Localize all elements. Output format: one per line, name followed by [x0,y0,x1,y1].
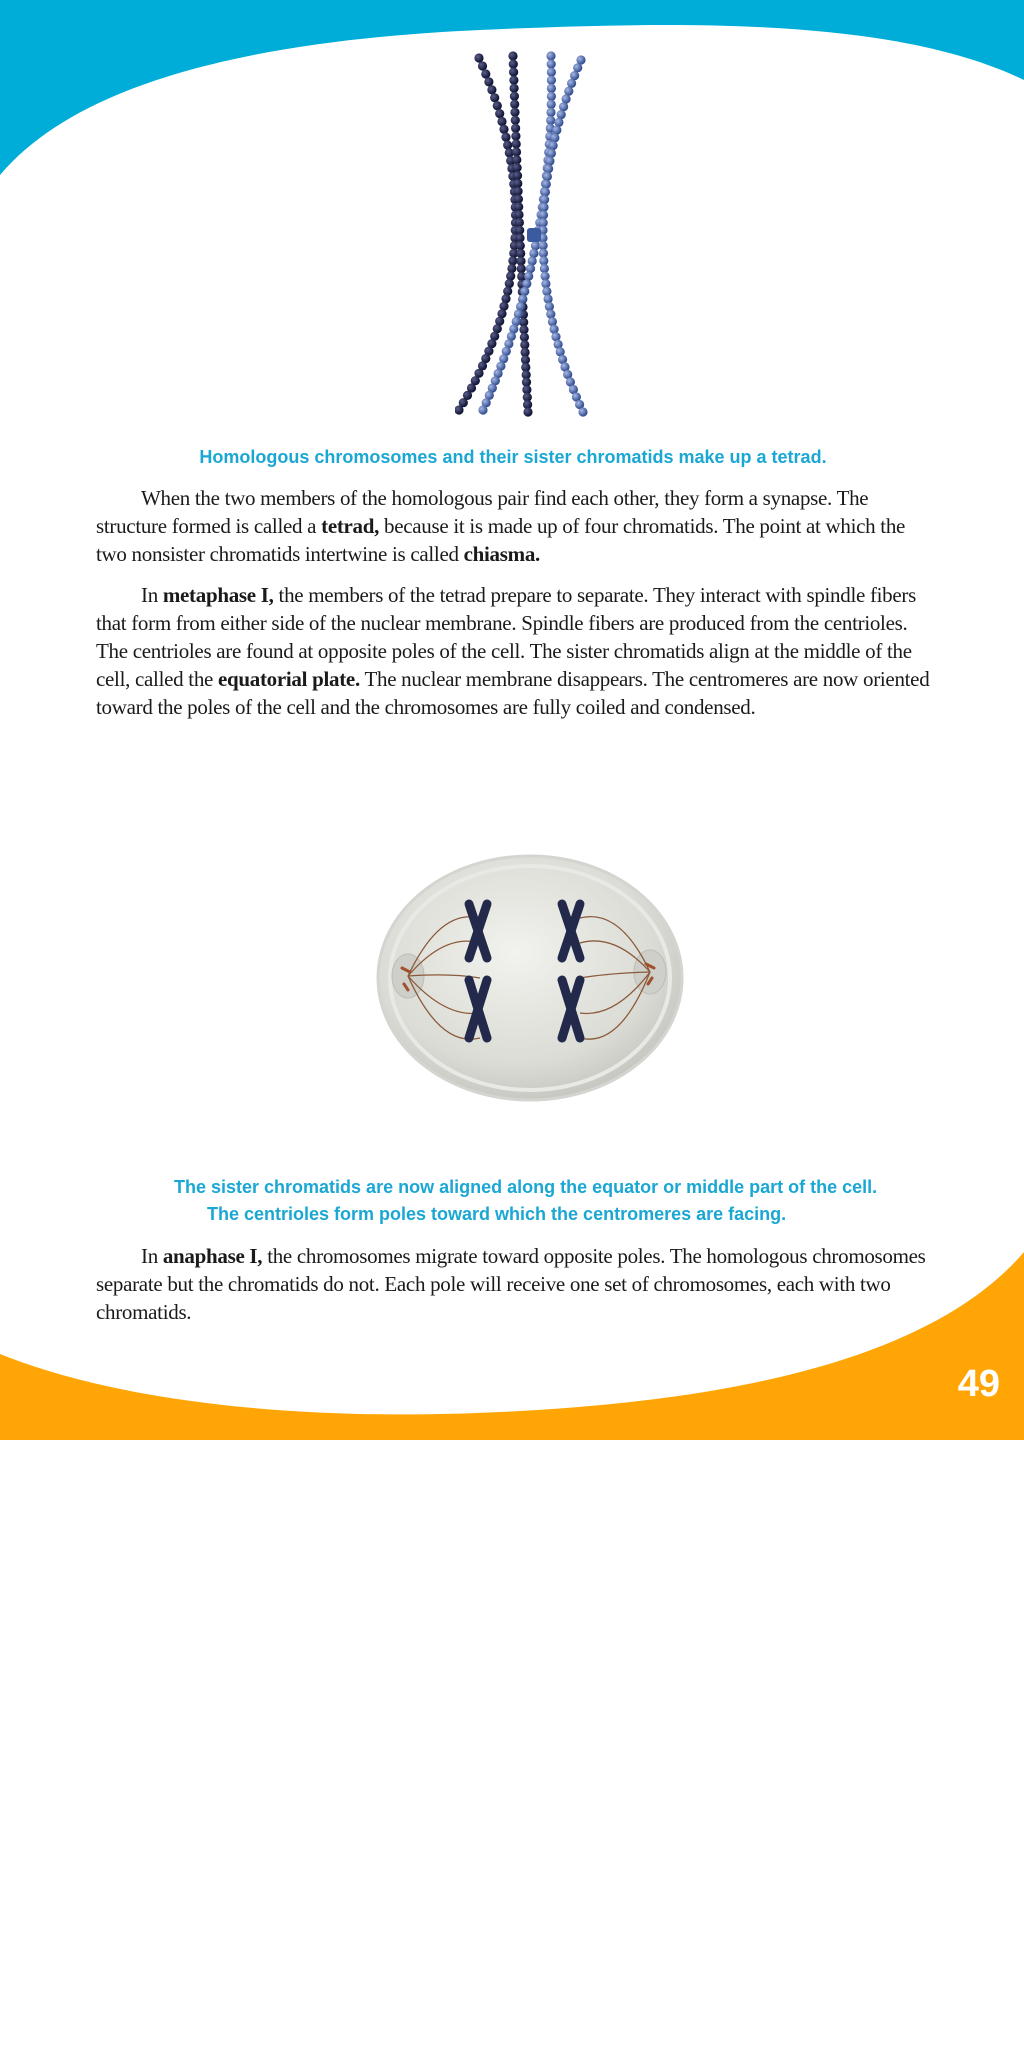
paragraph-metaphase: In metaphase I, the members of the tetrad prepare to separate. They interact with spindle fibers that form from either side of the nuclear membrane. Spindle fibers are produced from the centrioles. The centrioles are found at opposite poles of the cell. The sister chromatids align at the middle of the cell, called the equatorial plate. The nuclear membrane disappears. The centromeres are now oriented toward the poles of the cell and the chromosomes are fully coiled and condensed. [96,583,930,719]
tetrad-chromosomes-illustration [455,48,595,423]
figure2-caption: The sister chromatids are now aligned along the equator or middle part of the cell. The centrioles form poles toward which the centromeres are facing. [174,1177,878,1224]
figure1-caption: Homologous chromosomes and their sister chromatids make up a tetrad. [199,447,827,467]
page-number: 49 [957,1363,1000,1405]
metaphase-cell-illustration [370,848,690,1108]
paragraph-tetrad: When the two members of the homologous pair find each other, they form a synapse. The structure formed is called a tetrad, because it is made up of four chromatids. The point at which the two nonsister chromatids intertwine is called chiasma. [96,486,906,566]
paragraph-anaphase: In anaphase I, the chromosomes migrate toward opposite poles. The homologous chromosomes separate but the chromatids do not. Each pole will receive one set of chromosomes, each with two chromatids. [96,1244,926,1324]
bottom-decorative-band [0,1240,1024,1440]
